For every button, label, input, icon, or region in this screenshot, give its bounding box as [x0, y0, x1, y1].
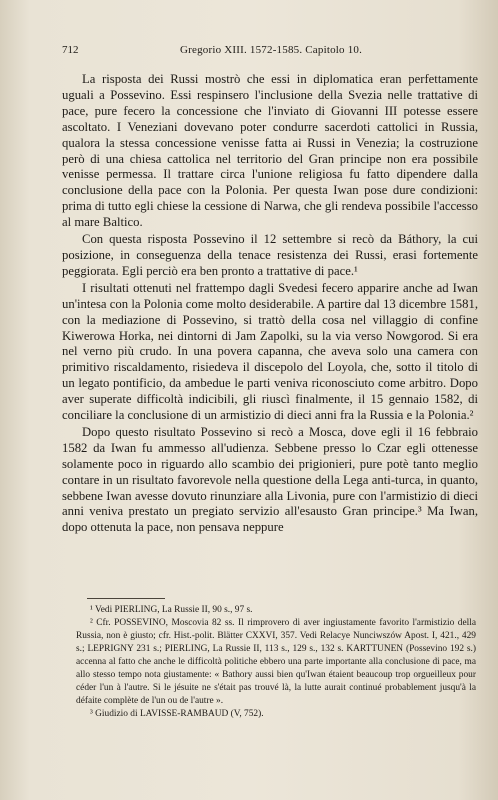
footnote-rule: [87, 598, 165, 599]
paragraph: La risposta dei Russi mostrò che essi in diplomatica eran perfettamente uguali a Possevino. Essi respinsero l'inclusione della Svezia nelle trattative di pace, pure fecero la concessione che l'inviato di Giovanni III potesse essere ascoltato. I Veneziani dovevano poter condurre sacerdoti cattolici in Russia, qualora la stessa concessione venisse fatta ai Russi in Venezia; la costruzione però di una chiesa cattolica nel territorio del Gran principe non era possibile venisse permessa. Il trattare circa l'unione religiosa fu fatto dipendere dalla conclusione della pace con la Polonia. Per questa Iwan pose dure condizioni: prima di tutto egli chiese la cessione di Narwa, che gli rendeva possibile l'accesso al mare Baltico.: [62, 72, 478, 230]
paragraph: I risultati ottenuti nel frattempo dagli Svedesi fecero apparire anche ad Iwan un'intesa con la Polonia come molto desiderabile. A partire dal 13 dicembre 1581, con la mediazione di Possevino, si trattò della cosa nel villaggio di confine Kiwerowa Horka, nei dintorni di Jam Zapolki, su la via verso Nowgorod. Si era nel verno più crudo. In una povera capanna, che aveva solo una camera con primitivo riscaldamento, risiedeva il discepolo del Loyola, che, sotto il titolo di un legato pontificio, da ambedue le parti veniva riconosciuto come arbitro. Dopo aver superate difficoltà indicibili, gli riuscì finalmente, il 15 gennaio 1582, di conciliare la conclusione di un armistizio di dieci anni fra la Russia e la Polonia.²: [62, 280, 478, 423]
main-text: [62, 72, 478, 536]
page-number: 712: [62, 44, 79, 56]
footnotes: [76, 604, 476, 721]
running-header: [62, 44, 472, 56]
footnote: ¹ Vedi PIERLING, La Russie II, 90 s., 97 s.: [90, 605, 253, 615]
paragraph: Con questa risposta Possevino il 12 settembre si recò da Báthory, la cui posizione, in conseguenza della tenace resistenza dei Russi, erasi fortemente peggiorata. Egli perciò era ben pronto a trattative di pace.¹: [62, 232, 478, 278]
running-title: Gregorio XIII. 1572-1585. Capitolo 10.: [180, 44, 363, 56]
footnote: ³ Giudizio di LAVISSE-RAMBAUD (V, 752).: [90, 709, 264, 719]
paragraph: Dopo questo risultato Possevino si recò a Mosca, dove egli il 16 febbraio 1582 da Iwan fu ammesso all'udienza. Sebbene presso lo Czar egli ottenesse solamente poco in riguardo allo scambio dei prigionieri, pure potè tanto meglio contare in un risultato favorevole nella questione della Lega anti-turca, in quanto, sebbene Iwan avesse dovuto rinunziare alla Livonia, pure con l'armistizio di dieci anni veniva prestato un pregiato servizio all'esausto Gran principe.³ Ma Iwan, dopo ottenuta la pace, non pensava neppure: [62, 424, 478, 535]
footnote: ² Cfr. POSSEVINO, Moscovia 82 ss. Il rimprovero di aver ingiustamente favorito l'armistizio della Russia, non è giusto; cfr. Hist.-polit. Blätter CXXVI, 357. Vedi Relacye Nunciwszów Apost. I, 421., 429 s.; LEPRIGNY 231 s.; PIERLING, La Russie II, 113 s., 129 s., 132 s. KARTTUNEN (Possevino 192 s.) accenna al fatto che anche le difficoltà politiche ebbero una parte importante alla conclusione di pace, ma allo stesso tempo nota giustamente: « Bathory aussi bien qu'Iwan étaient beaucoup trop orgueilleux pour céder l'un à l'autre. Si le jésuite ne s'était pas trouvé là, la lutte aurait continué probablement jusqu'à la défaite complète de l'un ou de l'autre ».: [76, 618, 476, 706]
